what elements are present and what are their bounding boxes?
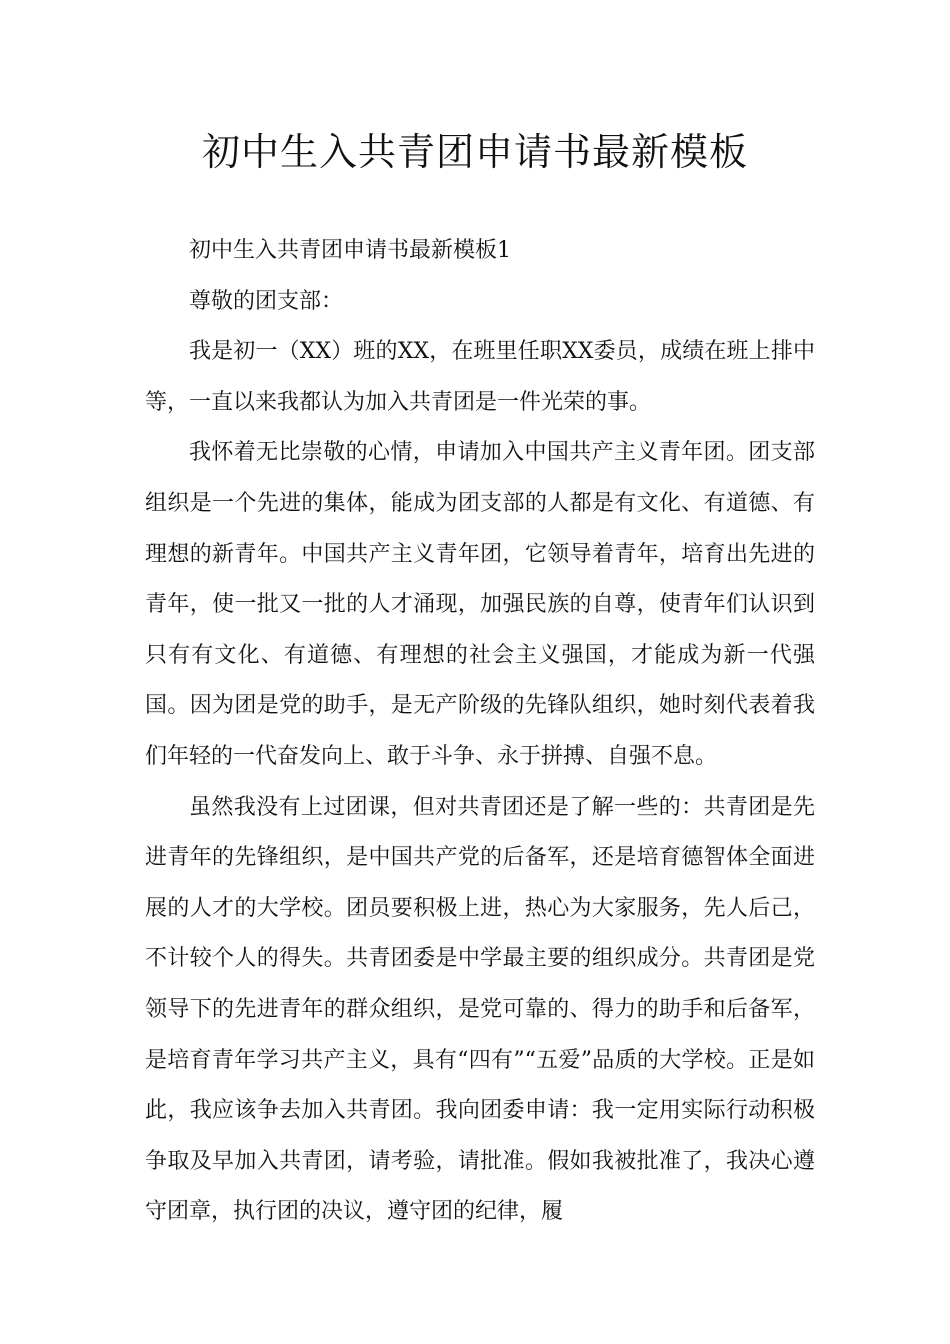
document-title: 初中生入共青团申请书最新模板: [201, 130, 748, 174]
document-body: [145, 226, 815, 1238]
body-paragraph: 虽然我没有上过团课，但对共青团还是了解一些的：共青团是先进青年的先锋组织，是中国共产党的后备军，还是培育德智体全面进展的人才的大学校。团员要积极上进，热心为大家服务，先人后己，不计较个人的得失。共青团委是中学最主要的组织成分。共青团是党领导下的先进青年的群众组织，是党可靠的、得力的助手和后备军，是培育青年学习共产主义，具有“四有”“五爱”品质的大学校。正是如此，我应该争去加入共青团。我向团委申请：我一定用实际行动积极争取及早加入共青团，请考验，请批准。假如我被批准了，我决心遵守团章，执行团的决议，遵守团的纪律，履: [145, 794, 815, 1225]
salutation: 尊敬的团支部：: [189, 288, 344, 314]
body-paragraph: 我是初一（XX）班的XX，在班里任职XX委员，成绩在班上排中等，一直以来我都认为加入共青团是一件光荣的事。: [145, 339, 815, 415]
section-heading: 初中生入共青团申请书最新模板1: [189, 238, 511, 263]
body-paragraph: 我怀着无比崇敬的心情，申请加入中国共产主义青年团。团支部组织是一个先进的集体，能成为团支部的人都是有文化、有道德、有理想的新青年。中国共产主义青年团，它领导着青年，培育出先进的青年，使一批又一批的人才涌现，加强民族的自尊，使青年们认识到只有有文化、有道德、有理想的社会主义强国，才能成为新一代强国。因为团是党的助手，是无产阶级的先锋队组织，她时刻代表着我们年轻的一代奋发向上、敢于斗争、永于拼搏、自强不息。: [145, 440, 815, 769]
